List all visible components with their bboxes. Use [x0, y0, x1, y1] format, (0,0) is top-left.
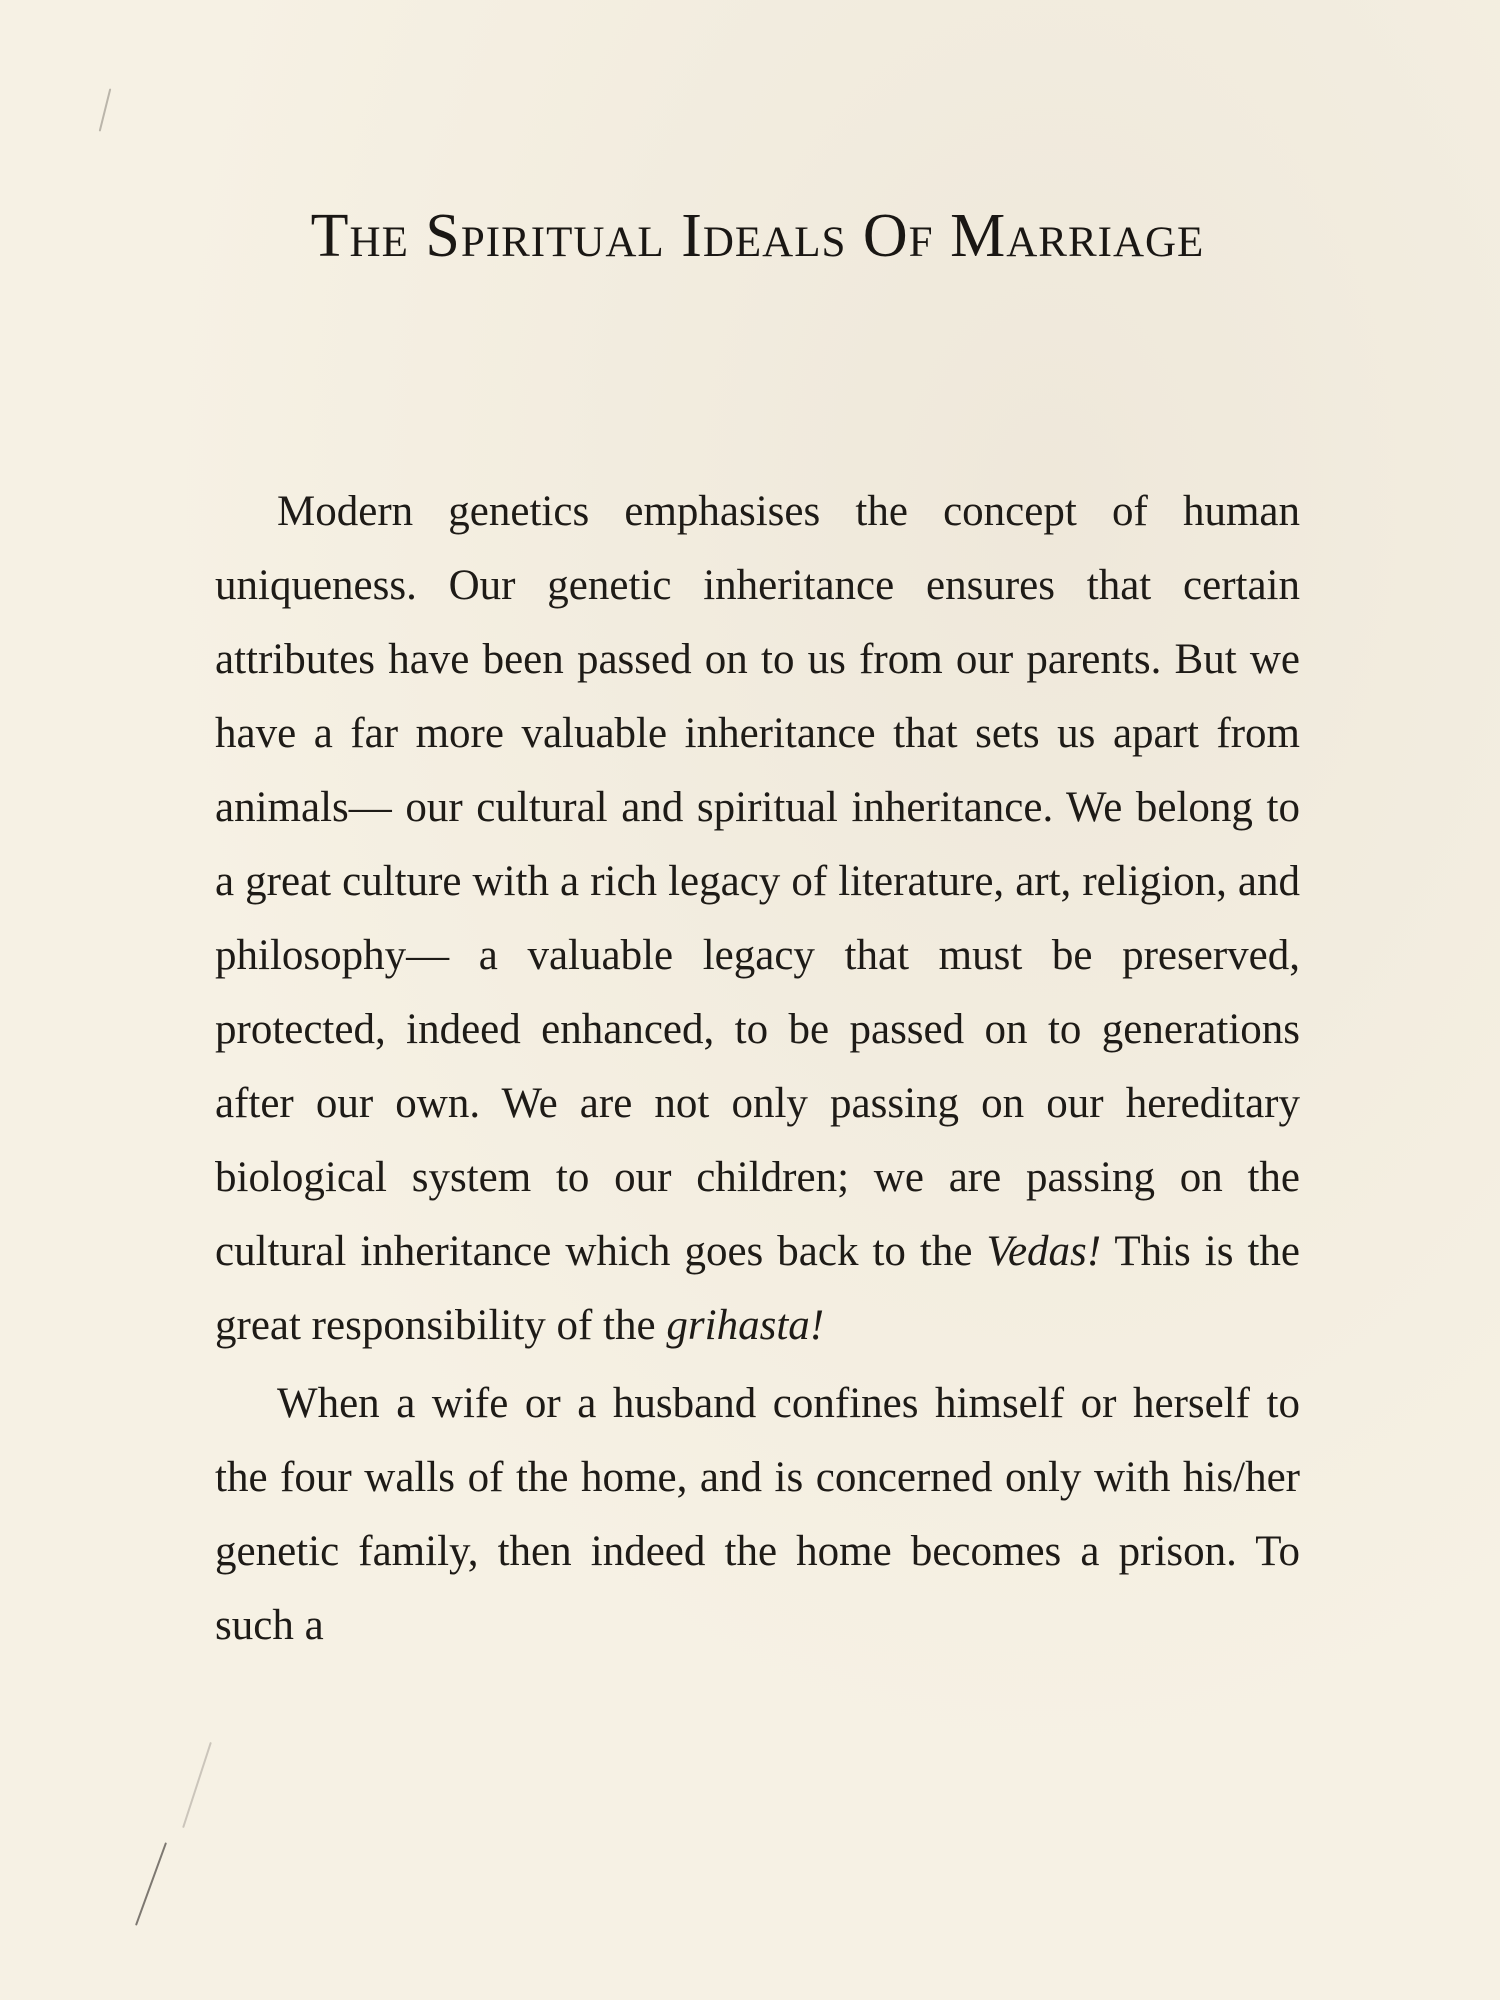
- body-text: [215, 475, 1300, 1663]
- italic-term: Vedas!: [986, 1228, 1102, 1275]
- pencil-mark: [135, 1842, 167, 1925]
- paragraph: [215, 1367, 1300, 1663]
- paragraph-text: When a wife or a husband confines himself or herself to the four walls of the home, and is concerned only with his/her genetic family, then indeed the home becomes a prison. To such a: [215, 1380, 1300, 1649]
- italic-term: grihasta!: [666, 1302, 825, 1349]
- paragraph-text: This is the great responsibility of the: [215, 1228, 1300, 1349]
- paragraph: [215, 475, 1300, 1363]
- pencil-mark: [99, 88, 112, 131]
- chapter-title: The Spiritual Ideals Of Marriage: [310, 202, 1205, 270]
- paragraph-text: Modern genetics emphasises the concept of human uniqueness. Our genetic inheritance ensures that certain attributes have been passed on to us from our parents. But we have a far more valuable inheritance that sets us apart from animals— our cultural and spiritual inheritance. We belong to a great culture with a rich legacy of literature, art, religion, and philosophy— a valuable legacy that must be preserved, protected, indeed enhanced, to be passed on to generations after our own. We are not only passing on our hereditary biological system to our children; we are passing on the cultural inheritance which goes back to the: [215, 488, 1300, 1275]
- pencil-mark: [182, 1742, 212, 1828]
